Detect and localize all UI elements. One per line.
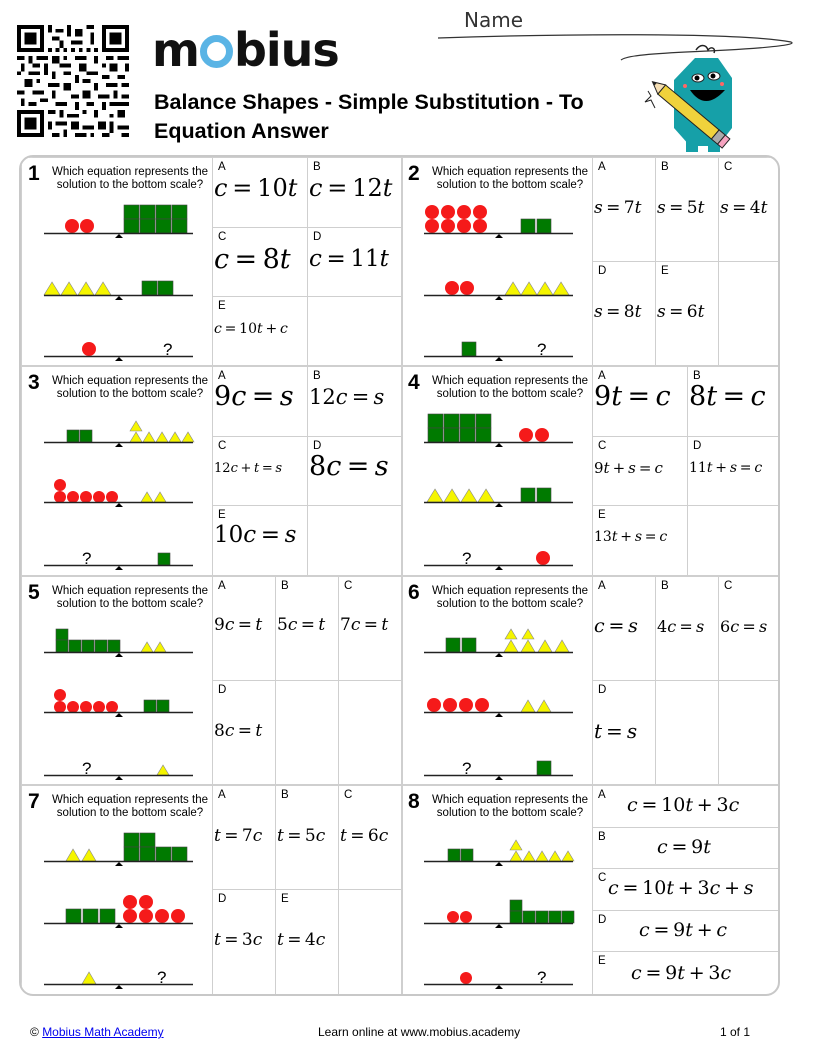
answer-choices <box>213 577 401 784</box>
answer-option-c[interactable]: C 12c + t = s <box>213 437 308 506</box>
answer-option-a[interactable]: A t = 7c <box>213 786 276 890</box>
answer-option-b[interactable]: B 8t = c <box>688 367 780 437</box>
problem-number: 1 <box>28 162 40 185</box>
answer-option-c[interactable]: C 6c = s <box>719 577 780 681</box>
question-text: Which equation represents the solution to the bottom scale? <box>52 166 208 191</box>
problem-prompt <box>22 367 213 575</box>
answer-option-b[interactable]: B 12c = s <box>308 367 403 437</box>
mascot-with-pencil-icon <box>610 38 740 156</box>
balance-scale-bottom <box>22 321 213 361</box>
balance-scale-middle <box>402 260 593 300</box>
answer-option-c[interactable]: C c = 8t <box>213 228 308 297</box>
problem-number: 4 <box>408 371 420 394</box>
answer-option-a[interactable]: A 9c = s <box>213 367 308 437</box>
page-number: 1 of 1 <box>720 1025 751 1039</box>
footer-learn-online: Learn online at www.mobius.academy <box>318 1025 521 1039</box>
answer-option-d[interactable]: D s = 8t <box>593 262 656 367</box>
svg-text:?: ? <box>462 549 472 568</box>
answer-option-b[interactable]: B c = 9t <box>593 828 780 869</box>
question-text: Which equation represents the solution to the bottom scale? <box>432 375 588 400</box>
name-label: Name <box>464 8 524 32</box>
balance-scale-top <box>22 198 213 238</box>
svg-text:?: ? <box>82 759 92 778</box>
balance-scale-top <box>402 198 593 238</box>
answer-choices <box>593 786 780 996</box>
balance-scale-bottom <box>402 949 593 989</box>
answer-option-b[interactable]: B s = 5t <box>656 158 719 262</box>
answer-choices <box>213 367 401 575</box>
problem-6 <box>401 576 780 785</box>
mobius-academy-link[interactable]: Mobius Math Academy <box>42 1025 164 1039</box>
answer-option-d[interactable]: D 8c = s <box>308 437 403 506</box>
question-text: Which equation represents the solution to the bottom scale? <box>432 585 588 610</box>
balance-scale-middle <box>402 888 593 928</box>
answer-choices <box>593 158 780 365</box>
balance-scale-top <box>402 407 593 447</box>
svg-text:?: ? <box>537 340 547 359</box>
balance-scale-bottom <box>22 740 213 780</box>
answer-option-d[interactable]: D 8c = t <box>213 681 276 786</box>
problem-prompt <box>22 577 213 784</box>
empty-cell <box>719 681 780 786</box>
qr-code <box>17 25 129 137</box>
mobius-logo: m bius <box>152 23 339 77</box>
question-text: Which equation represents the solution to the bottom scale? <box>52 585 208 610</box>
answer-option-b[interactable]: B 5c = t <box>276 577 339 681</box>
answer-choices <box>213 786 401 996</box>
problem-3 <box>21 366 402 576</box>
answer-option-b[interactable]: B t = 5c <box>276 786 339 890</box>
balance-scale-top <box>22 826 213 866</box>
problem-number: 3 <box>28 371 40 394</box>
balance-scale-bottom <box>22 530 213 570</box>
balance-scale-top <box>22 617 213 657</box>
answer-option-c[interactable]: C 7c = t <box>339 577 403 681</box>
balance-scale-top <box>22 407 213 447</box>
answer-option-c[interactable]: C s = 4t <box>719 158 780 262</box>
svg-text:?: ? <box>462 759 472 778</box>
balance-scale-middle <box>22 260 213 300</box>
balance-scale-middle <box>22 467 213 507</box>
problem-number: 5 <box>28 581 40 604</box>
problem-number: 6 <box>408 581 420 604</box>
problem-prompt <box>402 577 593 784</box>
answer-option-e[interactable]: E s = 6t <box>656 262 719 367</box>
problem-prompt <box>402 786 593 996</box>
answer-option-b[interactable]: B c = 12t <box>308 158 403 228</box>
answer-option-c[interactable]: C 9t + s = c <box>593 437 688 506</box>
balance-scale-bottom <box>402 740 593 780</box>
problem-5 <box>21 576 402 785</box>
problem-number: 7 <box>28 790 40 813</box>
balance-scale-middle <box>22 677 213 717</box>
answer-option-c[interactable]: C c = 10t + 3c + s <box>593 869 780 911</box>
empty-cell <box>339 681 403 786</box>
question-text: Which equation represents the solution to the bottom scale? <box>432 794 588 819</box>
answer-option-c[interactable]: C t = 6c <box>339 786 403 890</box>
answer-option-a[interactable]: A s = 7t <box>593 158 656 262</box>
empty-cell <box>308 506 403 577</box>
empty-cell <box>656 681 719 786</box>
problem-number: 8 <box>408 790 420 813</box>
empty-cell <box>719 262 780 367</box>
question-text: Which equation represents the solution to the bottom scale? <box>52 794 208 819</box>
svg-text:?: ? <box>82 549 92 568</box>
empty-cell <box>688 506 780 577</box>
answer-option-a[interactable]: A c = 10t <box>213 158 308 228</box>
answer-option-e[interactable]: E c = 10t + c <box>213 297 308 367</box>
answer-option-e[interactable]: E c = 9t + 3c <box>593 952 780 996</box>
footer-copyright: © Mobius Math Academy <box>30 1025 164 1039</box>
question-text: Which equation represents the solution to the bottom scale? <box>432 166 588 191</box>
balance-scale-middle <box>402 677 593 717</box>
balance-scale-top <box>402 826 593 866</box>
problem-7 <box>21 785 402 996</box>
worksheet-title: Balance Shapes - Simple Substitution - To Equation Answer <box>154 90 584 143</box>
answer-choices <box>593 577 780 784</box>
problem-number: 2 <box>408 162 420 185</box>
balance-scale-middle <box>22 888 213 928</box>
balance-scale-bottom <box>22 949 213 989</box>
balance-scale-bottom <box>402 321 593 361</box>
answer-option-d[interactable]: D c = 11t <box>308 228 403 297</box>
problem-8 <box>401 785 780 996</box>
answer-choices <box>213 158 401 365</box>
svg-text:?: ? <box>537 968 547 987</box>
answer-option-e[interactable]: E 13t + s = c <box>593 506 688 577</box>
answer-option-d[interactable]: D t = s <box>593 681 656 786</box>
answer-option-b[interactable]: B 4c = s <box>656 577 719 681</box>
empty-cell <box>276 681 339 786</box>
logo-o-icon <box>200 35 233 68</box>
answer-option-a[interactable]: A c = s <box>593 577 656 681</box>
problem-2 <box>401 157 780 366</box>
balance-scale-bottom <box>402 530 593 570</box>
answer-option-e[interactable]: E 10c = s <box>213 506 308 577</box>
problem-prompt <box>22 786 213 996</box>
empty-cell <box>308 297 403 367</box>
question-text: Which equation represents the solution to the bottom scale? <box>52 375 208 400</box>
balance-scale-top <box>402 617 593 657</box>
answer-option-d[interactable]: D c = 9t + c <box>593 911 780 952</box>
problem-prompt <box>402 367 593 575</box>
answer-choices <box>593 367 780 575</box>
svg-text:?: ? <box>157 968 167 987</box>
problem-1 <box>21 157 402 366</box>
answer-option-e[interactable]: E t = 4c <box>276 890 339 996</box>
answer-option-d[interactable]: D t = 3c <box>213 890 276 996</box>
worksheet-grid <box>19 155 780 996</box>
answer-option-a[interactable]: A c = 10t + 3c <box>593 786 780 828</box>
svg-text:?: ? <box>163 340 173 359</box>
empty-cell <box>339 890 403 996</box>
problem-prompt <box>402 158 593 365</box>
answer-option-a[interactable]: A 9c = t <box>213 577 276 681</box>
problem-prompt <box>22 158 213 365</box>
answer-option-a[interactable]: A 9t = c <box>593 367 688 437</box>
answer-option-d[interactable]: D 11t + s = c <box>688 437 780 506</box>
balance-scale-middle <box>402 467 593 507</box>
problem-4 <box>401 366 780 576</box>
